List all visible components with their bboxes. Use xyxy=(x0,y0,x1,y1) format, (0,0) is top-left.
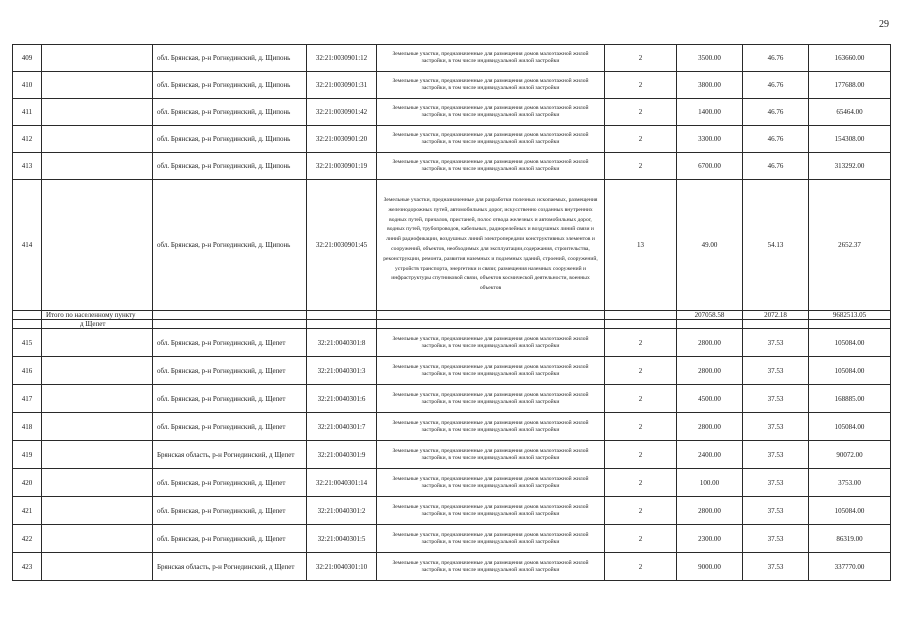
area-cell: 2300.00 xyxy=(677,525,743,553)
cadastral-number-cell: 32:21:0030901:31 xyxy=(307,72,377,99)
cadastral-value-cell: 168885.00 xyxy=(809,385,891,413)
use-group-cell: 2 xyxy=(605,413,677,441)
row-number: 422 xyxy=(13,525,42,553)
spacer-cell xyxy=(42,45,153,72)
cadastral-value-cell: 90072.00 xyxy=(809,441,891,469)
use-group-cell: 2 xyxy=(605,385,677,413)
rate-cell: 37.53 xyxy=(743,385,809,413)
table-row xyxy=(13,126,891,153)
area-cell: 9000.00 xyxy=(677,553,743,581)
page-number: 29 xyxy=(879,19,889,30)
rate-cell: 37.53 xyxy=(743,525,809,553)
land-use-cell: Земельные участки, предназначенные для размещения домов малоэтажной жилой застройки, в том числе индивидуальной жилой застройки xyxy=(377,45,605,72)
rate-cell: 46.76 xyxy=(743,99,809,126)
cadastral-number-cell: 32:21:0030901:19 xyxy=(307,153,377,180)
land-use-cell: Земельные участки, предназначенные для размещения домов малоэтажной жилой застройки, в том числе индивидуальной жилой застройки xyxy=(377,329,605,357)
cadastral-value-cell: 105084.00 xyxy=(809,329,891,357)
address-cell: Брянская область, р-н Рогнединский, д Щепет xyxy=(153,441,307,469)
cadastral-value-cell: 3753.00 xyxy=(809,469,891,497)
spacer-cell xyxy=(42,153,153,180)
table-row xyxy=(13,357,891,385)
table-row xyxy=(13,72,891,99)
use-group-cell: 2 xyxy=(605,72,677,99)
land-use-cell: Земельные участки, предназначенные для размещения домов малоэтажной жилой застройки, в том числе индивидуальной жилой застройки xyxy=(377,497,605,525)
area-cell: 3800.00 xyxy=(677,72,743,99)
rate-cell: 46.76 xyxy=(743,45,809,72)
cadastral-value-cell: 86319.00 xyxy=(809,525,891,553)
rows-settlement-shchepet xyxy=(13,329,891,581)
address-cell: обл. Брянская, р-н Рогнединский, д. Щепет xyxy=(153,329,307,357)
area-cell: 2800.00 xyxy=(677,357,743,385)
rate-cell: 46.76 xyxy=(743,126,809,153)
total-value: 9682513.05 xyxy=(809,311,891,320)
cadastral-number-cell: 32:21:0040301:9 xyxy=(307,441,377,469)
row-number: 411 xyxy=(13,99,42,126)
area-cell: 49.00 xyxy=(677,180,743,311)
table-row xyxy=(13,497,891,525)
area-cell: 2800.00 xyxy=(677,497,743,525)
rate-cell: 37.53 xyxy=(743,553,809,581)
rate-cell: 37.53 xyxy=(743,497,809,525)
use-group-cell: 2 xyxy=(605,99,677,126)
rate-cell: 46.76 xyxy=(743,153,809,180)
address-cell: обл. Брянская, р-н Рогнединский, д. Щепет xyxy=(153,525,307,553)
spacer-cell xyxy=(42,72,153,99)
cadastral-number-cell: 32:21:0040301:5 xyxy=(307,525,377,553)
cadastral-value-cell: 2652.37 xyxy=(809,180,891,311)
table-row xyxy=(13,99,891,126)
use-group-cell: 2 xyxy=(605,357,677,385)
cadastral-value-cell: 313292.00 xyxy=(809,153,891,180)
area-cell: 2800.00 xyxy=(677,329,743,357)
land-use-cell: Земельные участки, предназначенные для размещения домов малоэтажной жилой застройки, в том числе индивидуальной жилой застройки xyxy=(377,413,605,441)
cadastral-number-cell: 32:21:0030901:42 xyxy=(307,99,377,126)
land-use-cell: Земельные участки, предназначенные для размещения домов малоэтажной жилой застройки, в том числе индивидуальной жилой застройки xyxy=(377,99,605,126)
use-group-cell: 2 xyxy=(605,469,677,497)
rate-cell: 37.53 xyxy=(743,413,809,441)
locality-row xyxy=(13,320,891,329)
row-number: 419 xyxy=(13,441,42,469)
rate-cell: 54.13 xyxy=(743,180,809,311)
address-cell: обл. Брянская, р-н Рогнединский, д. Щепет xyxy=(153,497,307,525)
rate-cell: 37.53 xyxy=(743,329,809,357)
area-cell: 2800.00 xyxy=(677,413,743,441)
use-group-cell: 2 xyxy=(605,45,677,72)
land-use-cell: Земельные участки, предназначенные для размещения домов малоэтажной жилой застройки, в том числе индивидуальной жилой застройки xyxy=(377,357,605,385)
land-use-cell: Земельные участки, предназначенные для размещения домов малоэтажной жилой застройки, в том числе индивидуальной жилой застройки xyxy=(377,72,605,99)
row-number: 413 xyxy=(13,153,42,180)
land-use-cell: Земельные участки, предназначенные для размещения домов малоэтажной жилой застройки, в том числе индивидуальной жилой застройки xyxy=(377,126,605,153)
cadastral-value-cell: 163660.00 xyxy=(809,45,891,72)
use-group-cell: 2 xyxy=(605,126,677,153)
cadastral-value-cell: 337770.00 xyxy=(809,553,891,581)
spacer-cell xyxy=(42,180,153,311)
spacer-cell xyxy=(42,525,153,553)
cadastral-number-cell: 32:21:0030901:45 xyxy=(307,180,377,311)
address-cell: обл. Брянская, р-н Рогнединский, д. Щипонь xyxy=(153,99,307,126)
row-number: 418 xyxy=(13,413,42,441)
spacer-cell xyxy=(42,469,153,497)
use-group-cell: 2 xyxy=(605,329,677,357)
address-cell: обл. Брянская, р-н Рогнединский, д. Щепет xyxy=(153,469,307,497)
table-row xyxy=(13,180,891,311)
land-use-cell: Земельные участки, предназначенные для размещения домов малоэтажной жилой застройки, в том числе индивидуальной жилой застройки xyxy=(377,553,605,581)
table-row xyxy=(13,553,891,581)
table-row xyxy=(13,385,891,413)
land-use-cell: Земельные участки, предназначенные для размещения домов малоэтажной жилой застройки, в том числе индивидуальной жилой застройки xyxy=(377,441,605,469)
spacer-cell xyxy=(42,357,153,385)
address-cell: обл. Брянская, р-н Рогнединский, д. Щипонь xyxy=(153,180,307,311)
use-group-cell: 2 xyxy=(605,153,677,180)
use-group-cell: 13 xyxy=(605,180,677,311)
cadastral-number-cell: 32:21:0040301:3 xyxy=(307,357,377,385)
address-cell: обл. Брянская, р-н Рогнединский, д. Щипонь xyxy=(153,72,307,99)
total-label: Итого по населенному пункту xyxy=(42,311,153,320)
row-number: 416 xyxy=(13,357,42,385)
cadastral-number-cell: 32:21:0040301:14 xyxy=(307,469,377,497)
rate-cell: 37.53 xyxy=(743,441,809,469)
area-cell: 4500.00 xyxy=(677,385,743,413)
row-number: 417 xyxy=(13,385,42,413)
total-row xyxy=(13,311,891,320)
row-number: 410 xyxy=(13,72,42,99)
row-number: 423 xyxy=(13,553,42,581)
row-number: 409 xyxy=(13,45,42,72)
land-use-cell: Земельные участки, предназначенные для размещения домов малоэтажной жилой застройки, в том числе индивидуальной жилой застройки xyxy=(377,385,605,413)
area-cell: 1400.00 xyxy=(677,99,743,126)
cadastral-number-cell: 32:21:0030901:12 xyxy=(307,45,377,72)
row-number: 412 xyxy=(13,126,42,153)
address-cell: Брянская область, р-н Рогнединский, д Щепет xyxy=(153,553,307,581)
cadastral-number-cell: 32:21:0040301:8 xyxy=(307,329,377,357)
locality-name: д Щепет xyxy=(42,320,153,329)
table-row xyxy=(13,153,891,180)
cadastral-value-cell: 105084.00 xyxy=(809,413,891,441)
use-group-cell: 2 xyxy=(605,525,677,553)
spacer-cell xyxy=(42,441,153,469)
use-group-cell: 2 xyxy=(605,441,677,469)
rate-cell: 46.76 xyxy=(743,72,809,99)
area-cell: 3300.00 xyxy=(677,126,743,153)
area-cell: 3500.00 xyxy=(677,45,743,72)
cadastral-value-cell: 154308.00 xyxy=(809,126,891,153)
cadastral-value-cell: 105084.00 xyxy=(809,497,891,525)
use-group-cell: 2 xyxy=(605,553,677,581)
address-cell: обл. Брянская, р-н Рогнединский, д. Щепет xyxy=(153,357,307,385)
address-cell: обл. Брянская, р-н Рогнединский, д. Щепет xyxy=(153,413,307,441)
cadastral-number-cell: 32:21:0040301:2 xyxy=(307,497,377,525)
address-cell: обл. Брянская, р-н Рогнединский, д. Щипонь xyxy=(153,126,307,153)
land-use-cell: Земельные участки, предназначенные для размещения домов малоэтажной жилой застройки, в том числе индивидуальной жилой застройки xyxy=(377,469,605,497)
cadastral-value-cell: 105084.00 xyxy=(809,357,891,385)
area-cell: 6700.00 xyxy=(677,153,743,180)
row-number: 414 xyxy=(13,180,42,311)
spacer-cell xyxy=(42,553,153,581)
area-cell: 2400.00 xyxy=(677,441,743,469)
total-area: 207058.58 xyxy=(677,311,743,320)
row-number: 421 xyxy=(13,497,42,525)
cadastral-number-cell: 32:21:0040301:6 xyxy=(307,385,377,413)
land-valuation-table xyxy=(12,44,891,581)
table-row xyxy=(13,45,891,72)
address-cell: обл. Брянская, р-н Рогнединский, д. Щепет xyxy=(153,385,307,413)
use-group-cell: 2 xyxy=(605,497,677,525)
row-number: 415 xyxy=(13,329,42,357)
spacer-cell xyxy=(42,497,153,525)
cadastral-value-cell: 177688.00 xyxy=(809,72,891,99)
row-number: 420 xyxy=(13,469,42,497)
address-cell: обл. Брянская, р-н Рогнединский, д. Щипонь xyxy=(153,45,307,72)
land-use-cell: Земельные участки, предназначенные для разработки полезных ископаемых, размещения железнодорожных путей, автомобильных дорог, искусственно созданных внутренних водных путей, причалов, пристаней, полос отвода железных и автомобильных дорог, водных путей, трубопроводов, кабельных, радиорелейных и воздушных линий связи и линий радиофикации, воздушных линий электропередачи конструктивных элементов и сооружений, объектов, необходимых для эксплуатации,содержания, строительства, реконструкции, ремонта, развития наземных и подземных зданий, строений, сооружений, устройств транспорта, энергетики и связи; размещения наземных сооружений и инфраструктуры спутниковой связи, объектов космической деятельности, военных объектов xyxy=(377,180,605,311)
cadastral-value-cell: 65464.00 xyxy=(809,99,891,126)
rate-cell: 37.53 xyxy=(743,469,809,497)
land-use-cell: Земельные участки, предназначенные для размещения домов малоэтажной жилой застройки, в том числе индивидуальной жилой застройки xyxy=(377,153,605,180)
address-cell: обл. Брянская, р-н Рогнединский, д. Щипонь xyxy=(153,153,307,180)
table-row xyxy=(13,441,891,469)
spacer-cell xyxy=(42,99,153,126)
rows-settlement-shchipon xyxy=(13,45,891,311)
table-row xyxy=(13,525,891,553)
table-row xyxy=(13,413,891,441)
spacer-cell xyxy=(42,385,153,413)
area-cell: 100.00 xyxy=(677,469,743,497)
spacer-cell xyxy=(42,126,153,153)
cadastral-number-cell: 32:21:0040301:7 xyxy=(307,413,377,441)
cadastral-number-cell: 32:21:0030901:20 xyxy=(307,126,377,153)
rate-cell: 37.53 xyxy=(743,357,809,385)
land-use-cell: Земельные участки, предназначенные для размещения домов малоэтажной жилой застройки, в том числе индивидуальной жилой застройки xyxy=(377,525,605,553)
table-row xyxy=(13,329,891,357)
settlement-total xyxy=(13,311,891,329)
spacer-cell xyxy=(42,329,153,357)
total-rate: 2072.18 xyxy=(743,311,809,320)
cadastral-number-cell: 32:21:0040301:10 xyxy=(307,553,377,581)
spacer-cell xyxy=(42,413,153,441)
table-row xyxy=(13,469,891,497)
